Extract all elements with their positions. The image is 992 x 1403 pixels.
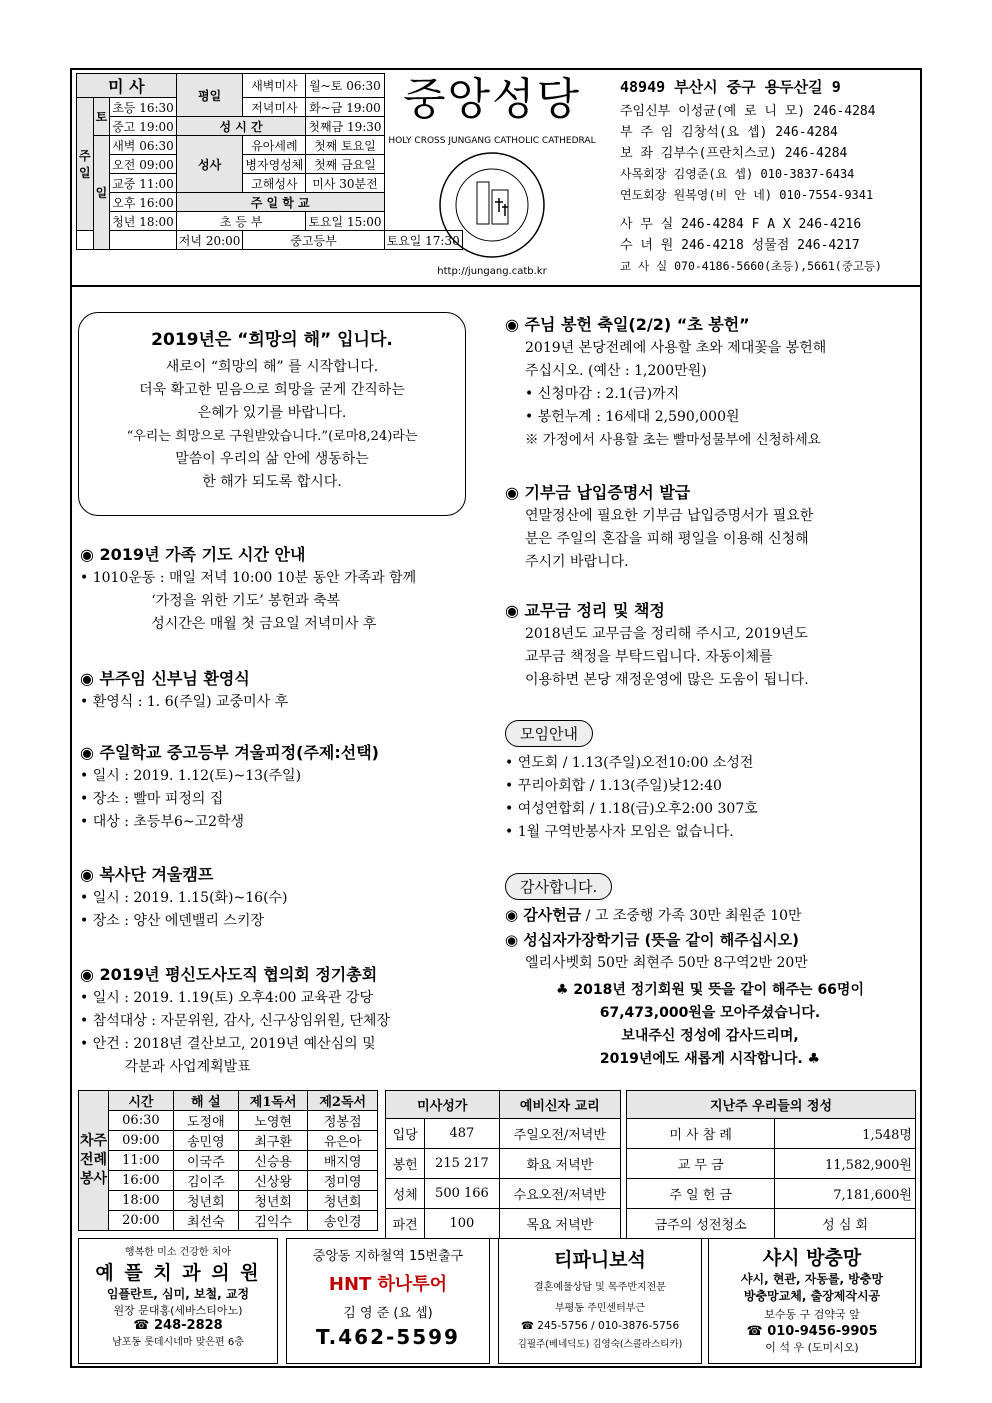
sunday-row-4: 청년 18:00 bbox=[110, 212, 177, 231]
section-line: • 신청마감 : 2.1(금)까지 bbox=[525, 386, 680, 402]
section-line: • 1010운동 : 매일 저녁 10:00 10분 동안 가족과 함께 bbox=[80, 570, 417, 586]
section-line: • 일시 : 2019. 1.19(토) 오후4:00 교육관 강당 bbox=[80, 990, 373, 1006]
closing-line: 2019년에도 새롭게 시작합니다. ♣ bbox=[599, 1051, 821, 1067]
meeting-item: • 연도회 / 1.13(주일)오전10:00 소성전 bbox=[505, 755, 754, 771]
weekday-label: 평일 bbox=[176, 74, 243, 117]
closing-line: 보내주신 정성에 감사드리며, bbox=[621, 1028, 799, 1044]
closing-line: 67,473,000원을 모아주셨습니다. bbox=[599, 1005, 821, 1021]
closing-line: ♣ 2018년 정기회원 및 뜻을 같이 해주는 66명이 bbox=[556, 982, 864, 998]
sunday-row-2: 교중 11:00 bbox=[110, 174, 177, 193]
sacrament-time-1: 첫째 금요일 bbox=[306, 155, 384, 174]
staff-row: 부 주 임 김창석(요 셉) 246-4284 bbox=[620, 125, 838, 140]
weekday-name-1: 저녁미사 bbox=[243, 98, 306, 117]
meetings-list bbox=[505, 752, 915, 844]
section-line: 이용하면 본당 재정운영에 많은 도움이 됩니다. bbox=[525, 672, 809, 688]
staff-row: 연도회장 원복영(비 안 네) 010-7554-9341 bbox=[620, 188, 874, 202]
section-general-assembly bbox=[80, 962, 490, 1079]
table-row: 교 무 금 11,582,900원 bbox=[627, 1149, 916, 1179]
table-row: 16:00 김이주 신상왕 정미영 bbox=[79, 1171, 378, 1191]
hope-year-notice bbox=[78, 312, 466, 516]
saturday-row-1: 중고 19:00 bbox=[110, 117, 177, 136]
contact-line: 수 녀 원 246-4218 성물점 246-4217 bbox=[620, 238, 860, 253]
mass-title: 미 사 bbox=[77, 74, 177, 98]
ad-hanatour: 중앙동 지하철역 15번출구 HNT 하나투어 김 영 준 (요 셉) T.462-5599 bbox=[286, 1238, 490, 1364]
table-row: 성체 500 166 수요오전/저녁반 bbox=[386, 1179, 621, 1209]
contact-list bbox=[620, 214, 920, 277]
section-title: ◉ 교무금 정리 및 책정 bbox=[505, 601, 665, 620]
mass-count-header: 미사성가 bbox=[386, 1091, 500, 1119]
sacrament-name-1: 병자영성체 bbox=[243, 155, 306, 174]
thanks-label: 감사합니다. bbox=[505, 873, 612, 900]
section-line: 2019년 본당전례에 사용할 초와 제대꽃을 봉헌해 bbox=[525, 340, 827, 356]
notice-title: 2019년은 “희망의 해” 입니다. bbox=[151, 330, 393, 350]
thanks-section bbox=[505, 904, 915, 1071]
section-line: ‘가정을 위한 기도’ 봉헌과 축복 bbox=[80, 593, 341, 609]
section-line: 교무금 책정을 부탁드립니다. 자동이체를 bbox=[525, 649, 773, 665]
notice-line: 말씀이 우리의 삶 안에 생동하는 bbox=[175, 451, 369, 467]
table-row: 봉헌 215 217 화요 저녁반 bbox=[386, 1149, 621, 1179]
table-row: 미 사 참 례 1,548명 bbox=[627, 1119, 916, 1149]
section-welcome bbox=[80, 666, 480, 714]
table-row: 입당 487 주일오전/저녁반 bbox=[386, 1119, 621, 1149]
thanksgiving-offering: ◉ 감사헌금 / 고 조중행 가족 30만 최원준 10만 bbox=[505, 906, 802, 924]
offering-table bbox=[626, 1090, 916, 1239]
section-line: • 장소 : 양산 에덴밸리 스키장 bbox=[80, 913, 264, 929]
sunday-sub-label: 일 bbox=[93, 136, 110, 250]
offering-title: 지난주 우리들의 정성 bbox=[627, 1091, 916, 1119]
table-row: 금주의 성전청소 성 심 회 bbox=[627, 1209, 916, 1239]
saturday-label: 토 bbox=[93, 98, 110, 136]
staff-list bbox=[620, 101, 920, 206]
school-time-1: 토요일 17:30 bbox=[384, 231, 462, 250]
section-title: ◉ 부주임 신부님 환영식 bbox=[80, 669, 250, 688]
section-line: • 참석대상 : 자문위원, 감사, 신구상임위원, 단체장 bbox=[80, 1013, 390, 1029]
church-url: http://jungang.catb.kr bbox=[437, 266, 547, 277]
sacrament-name-2: 고해성사 bbox=[243, 174, 306, 193]
notice-line: 한 해가 되도록 합시다. bbox=[202, 474, 342, 490]
sacrament-label: 성사 bbox=[176, 136, 243, 193]
meetings-label: 모임안내 bbox=[505, 720, 593, 747]
section-title: ◉ 2019년 평신도사도직 협의회 정기총회 bbox=[80, 965, 378, 984]
section-line: • 환영식 : 1. 6(주일) 교중미사 후 bbox=[80, 694, 289, 710]
duty-header: 시간 bbox=[109, 1091, 174, 1111]
table-row: 20:00 최선숙 김익수 송인경 bbox=[79, 1211, 378, 1231]
section-line: • 일시 : 2019. 1.15(화)~16(수) bbox=[80, 890, 288, 906]
section-winter-retreat bbox=[80, 740, 480, 834]
section-line: 각분과 사업계획발표 bbox=[80, 1059, 251, 1075]
section-title: ◉ 복사단 겨울캠프 bbox=[80, 865, 214, 884]
section-line: 연말정산에 필요한 기부금 납입증명서가 필요한 bbox=[525, 508, 814, 524]
school-name-0: 초 등 부 bbox=[176, 212, 306, 231]
duty-header: 해 설 bbox=[173, 1091, 238, 1111]
section-altar-servers-camp bbox=[80, 862, 480, 933]
meeting-item: • 여성연합회 / 1.18(금)오후2:00 307호 bbox=[505, 801, 758, 817]
section-line: 2018년도 교무금을 정리해 주시고, 2019년도 bbox=[525, 626, 808, 642]
section-title: ◉ 주님 봉헌 축일(2/2) “초 봉헌” bbox=[505, 315, 750, 334]
church-name: 중앙성당 bbox=[402, 74, 581, 125]
section-parish-dues bbox=[505, 598, 915, 692]
table-row: 11:00 이국주 신승용 배지영 bbox=[79, 1151, 378, 1171]
section-line: • 일시 : 2019. 1.12(토)~13(주일) bbox=[80, 768, 302, 784]
sunday-row-1: 오전 09:00 bbox=[110, 155, 177, 174]
ad-tiffany-jewelry: 티파니보석 결혼예물상담 및 목주반지전문 부평동 주민센터부근 ☎ 245-5756 / 010-3876-5756 김필주(베네딕도) 김영숙(스콜라스티카) bbox=[498, 1238, 702, 1364]
table-row: 주 일 헌 금 7,181,600원 bbox=[627, 1179, 916, 1209]
table-row: 파견 100 목요 저녁반 bbox=[386, 1209, 621, 1239]
notice-line: 새로이 “희망의 해” 를 시작합니다. bbox=[165, 359, 379, 375]
section-line: 성시간은 매월 첫 금요일 저녁미사 후 bbox=[80, 616, 377, 632]
staff-row: 보 좌 김부수(프란치스코) 246-4284 bbox=[620, 146, 848, 161]
header-divider bbox=[70, 285, 922, 287]
sunday-school-label: 주 일 학 교 bbox=[176, 193, 384, 212]
church-address: 48949 부산시 중구 용두산길 9 bbox=[620, 78, 841, 96]
table-row: 06:30 도정애 노영현 정봉점 bbox=[79, 1111, 378, 1131]
table-row: 18:00 청년회 청년회 청년회 bbox=[79, 1191, 378, 1211]
notice-line: 더욱 확고한 믿음으로 희망을 굳게 간직하는 bbox=[139, 382, 405, 398]
staff-row: 사목회장 김영준(요 셉) 010-3837-6434 bbox=[620, 167, 855, 181]
school-time-0: 토요일 15:00 bbox=[306, 212, 384, 231]
meeting-item: • 1월 구역반봉사자 모임은 없습니다. bbox=[505, 824, 734, 840]
cathedral-seal-icon bbox=[437, 150, 547, 260]
duty-header: 제1독서 bbox=[238, 1091, 308, 1111]
thanks-closing bbox=[505, 979, 915, 1071]
mass-count-table bbox=[385, 1090, 621, 1239]
sacrament-time-2: 미사 30분전 bbox=[306, 174, 384, 193]
notice-line: “우리는 희망으로 구원받았습니다.”(로마8,24)라는 bbox=[126, 429, 418, 444]
mass-count-header: 예비신자 교리 bbox=[499, 1091, 620, 1119]
ad-dental-clinic: 행복한 미소 건강한 치아 예 플 치 과 의 원 임플란트, 심미, 보철, 교정 원장 문대홍(세바스티아노) ☎ 248-2828 남포동 롯데시네마 맞은편 6층 bbox=[78, 1238, 278, 1364]
staff-row: 주임신부 이성균(예 로 니 모) 246-4284 bbox=[620, 104, 876, 119]
sunday-label: 주일 bbox=[77, 98, 94, 231]
section-line: ※ 가정에서 사용할 초는 빨마성물부에 신청하세요 bbox=[525, 432, 821, 448]
section-candle-offering bbox=[505, 312, 915, 452]
church-directory bbox=[620, 76, 920, 277]
sunday-row-5: 저녁 20:00 bbox=[176, 231, 243, 250]
section-title: ◉ 2019년 가족 기도 시간 안내 bbox=[80, 545, 306, 564]
weekday-name-0: 새벽미사 bbox=[243, 74, 306, 98]
church-masthead bbox=[372, 72, 612, 277]
holy-hour-time: 첫째금 19:30 bbox=[306, 117, 384, 136]
section-family-prayer bbox=[80, 542, 480, 636]
duty-header: 제2독서 bbox=[308, 1091, 378, 1111]
scholarship-text: 엘리사벳회 50만 최현주 50만 8구역2반 20만 bbox=[525, 955, 808, 971]
weekday-time-0: 월~토 06:30 bbox=[306, 74, 384, 98]
contact-line: 사 무 실 246-4284 F A X 246-4216 bbox=[620, 217, 862, 232]
section-line: • 봉헌누계 : 16세대 2,590,000원 bbox=[525, 409, 740, 425]
section-line: 주십시오. (예산 : 1,200만원) bbox=[525, 363, 707, 379]
section-line: • 장소 : 빨마 피정의 집 bbox=[80, 791, 224, 807]
duty-label: 차주전례봉사 bbox=[79, 1091, 109, 1231]
church-name-en: HOLY CROSS JUNGANG CATHOLIC CATHEDRAL bbox=[388, 136, 596, 146]
sacrament-time-0: 첫째 토요일 bbox=[306, 136, 384, 155]
contact-line: 교 사 실 070-4186-5660(초등),5661(중고등) bbox=[620, 259, 882, 273]
notice-line: 은혜가 있기를 바랍니다. bbox=[197, 405, 347, 421]
ad-sash-screen: 샤시 방충망 샤시, 현관, 자동롤, 방충망 방충망교체, 출장제작시공 보수동 구 검약국 앞 ☎ 010-9456-9905 이 석 우 (도미시오) bbox=[708, 1238, 916, 1364]
sunday-row-3: 오후 16:00 bbox=[110, 193, 177, 212]
meeting-item: • 꾸리아회합 / 1.13(주일)낮12:40 bbox=[505, 778, 722, 794]
sacrament-name-0: 유아세례 bbox=[243, 136, 306, 155]
section-line: 분은 주일의 혼잡을 피해 평일을 이용해 신청해 bbox=[525, 531, 809, 547]
scholarship-title: ◉ 성십자가장학기금 (뜻을 같이 해주십시오) bbox=[505, 931, 800, 949]
section-line: • 대상 : 초등부6~고2학생 bbox=[80, 814, 245, 830]
saturday-row-0: 초등 16:30 bbox=[110, 98, 177, 117]
table-row: 09:00 송민영 최구환 유은아 bbox=[79, 1131, 378, 1151]
school-name-1: 중고등부 bbox=[243, 231, 384, 250]
section-title: ◉ 기부금 납입증명서 발급 bbox=[505, 483, 691, 502]
sunday-row-0: 새벽 06:30 bbox=[110, 136, 177, 155]
liturgy-duty-table bbox=[78, 1090, 378, 1231]
section-line: • 안건 : 2018년 결산보고, 2019년 예산심의 및 bbox=[80, 1036, 376, 1052]
section-line: 주시기 바랍니다. bbox=[525, 554, 629, 570]
holy-hour-label: 성 시 간 bbox=[176, 117, 306, 136]
section-title: ◉ 주일학교 중고등부 겨울피정(주제:선택) bbox=[80, 743, 379, 762]
section-donation-receipt bbox=[505, 480, 915, 574]
weekday-time-1: 화~금 19:00 bbox=[306, 98, 384, 117]
